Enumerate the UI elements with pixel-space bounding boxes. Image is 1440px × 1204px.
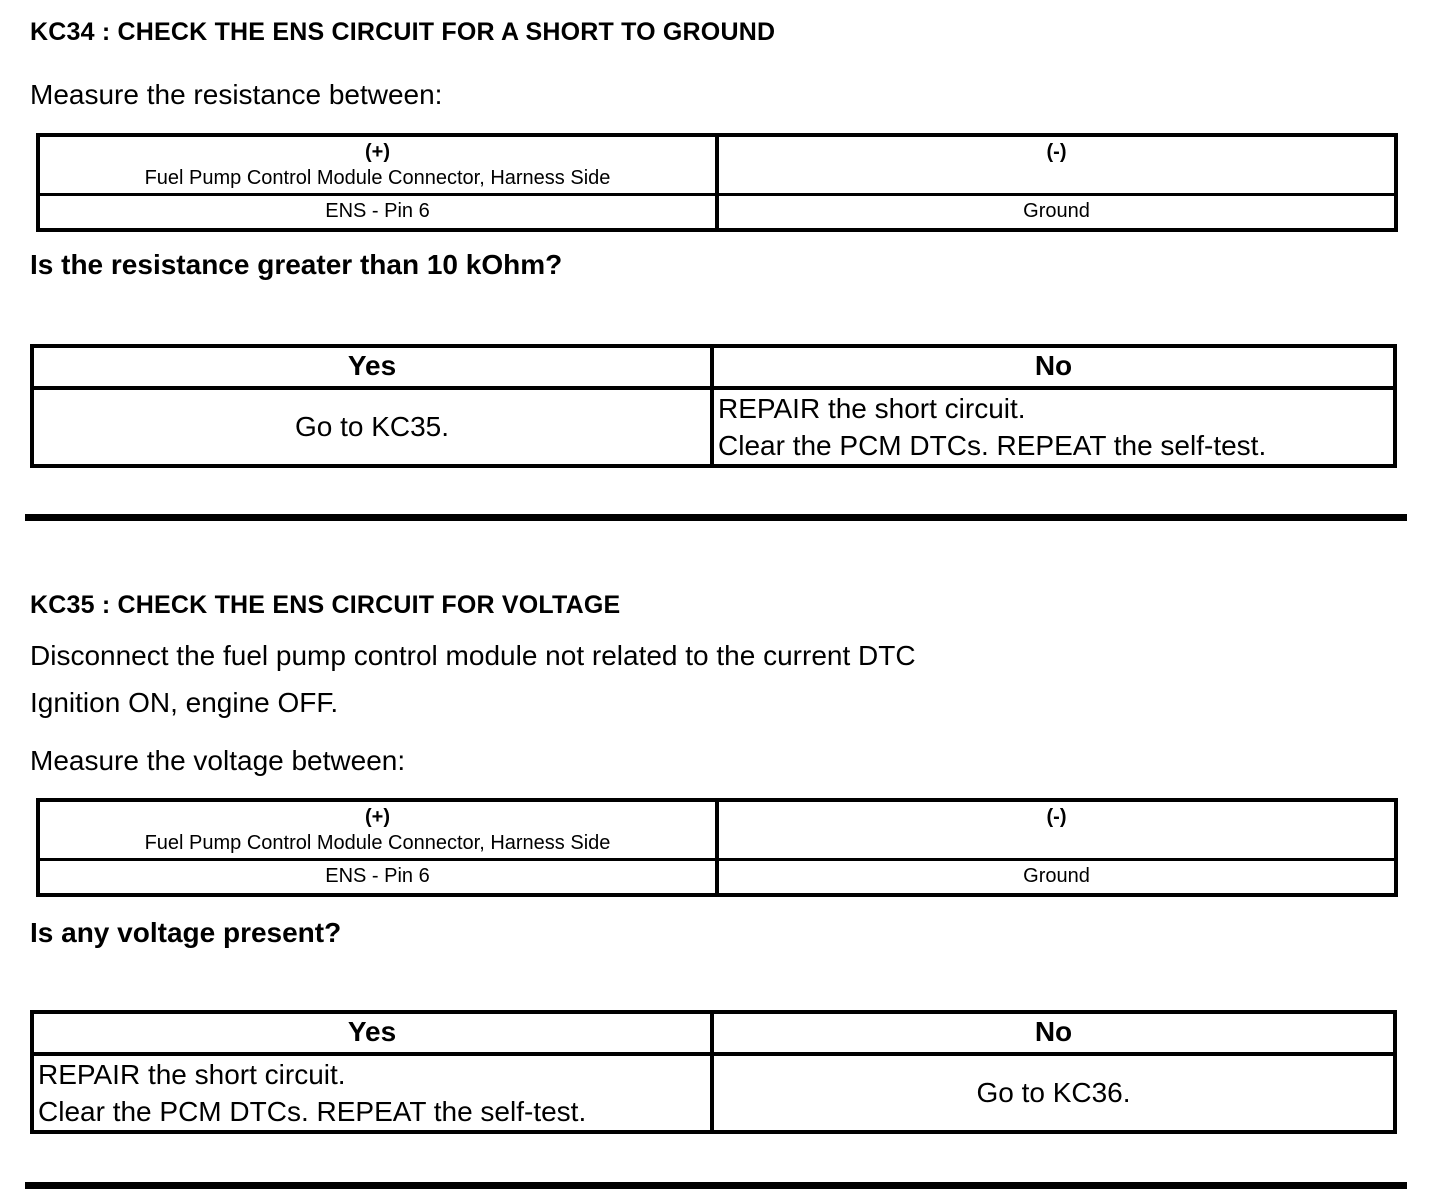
positive-polarity-label: (+) [365,806,390,828]
no-action-cell [710,390,1393,464]
yes-action-line-1: REPAIR the short circuit. [38,1059,346,1090]
positive-polarity-label: (+) [365,141,390,163]
kc34-measurement-table [36,133,1398,232]
no-header-cell: No [710,348,1393,386]
kc34-question: Is the resistance greater than 10 kOhm? [30,249,563,280]
negative-pin-cell: Ground [715,861,1394,893]
decision-header-row [34,348,1393,390]
section-kc34-heading: KC34 : CHECK THE ENS CIRCUIT FOR A SHORT TO GROUND [30,18,776,46]
positive-connector-label: Fuel Pump Control Module Connector, Harness Side [144,832,611,854]
section-divider [25,514,1407,521]
decision-body-row [34,390,1393,464]
yes-action-line-2: Clear the PCM DTCs. REPEAT the self-test. [38,1096,587,1127]
yes-action-cell: Go to KC35. [294,411,450,442]
negative-header-cell [715,137,1394,193]
positive-header-cell [40,137,715,193]
negative-polarity-label: (-) [1046,141,1067,163]
positive-pin-cell: ENS - Pin 6 [325,200,430,222]
kc34-decision-table [30,344,1397,468]
section-kc35 [0,591,1440,1134]
section-kc35-heading: KC35 : CHECK THE ENS CIRCUIT FOR VOLTAGE [30,591,621,619]
kc35-instruction-ignition: Ignition ON, engine OFF. [30,687,339,718]
kc35-instruction-measure: Measure the voltage between: [30,745,406,776]
no-action-line-1: REPAIR the short circuit. [718,393,1026,424]
positive-header-cell [40,802,715,858]
positive-pin-cell: ENS - Pin 6 [325,865,430,887]
kc35-instruction-disconnect: Disconnect the fuel pump control module not related to the current DTC [30,640,916,671]
kc35-measurement-table [36,798,1398,897]
no-action-line-2: Clear the PCM DTCs. REPEAT the self-test. [718,430,1267,461]
section-divider [25,1182,1407,1189]
decision-header-row [34,1014,1393,1056]
decision-body-row [34,1056,1393,1130]
yes-header-cell: Yes [347,350,397,381]
measurement-table-value-row [40,858,1394,893]
measurement-table-header-row [40,137,1394,193]
no-header-cell: No [710,1014,1393,1052]
negative-pin-cell: Ground [715,196,1394,228]
yes-action-cell [34,1056,710,1130]
kc35-question: Is any voltage present? [30,917,342,948]
negative-polarity-label: (-) [1046,806,1067,828]
positive-connector-label: Fuel Pump Control Module Connector, Harness Side [144,167,611,189]
kc34-instruction-measure: Measure the resistance between: [30,79,443,110]
section-kc34 [0,0,1440,468]
yes-header-cell: Yes [347,1016,397,1047]
measurement-table-value-row [40,193,1394,228]
no-action-cell: Go to KC36. [710,1056,1393,1130]
measurement-table-header-row [40,802,1394,858]
kc35-decision-table [30,1010,1397,1134]
negative-header-cell [715,802,1394,858]
